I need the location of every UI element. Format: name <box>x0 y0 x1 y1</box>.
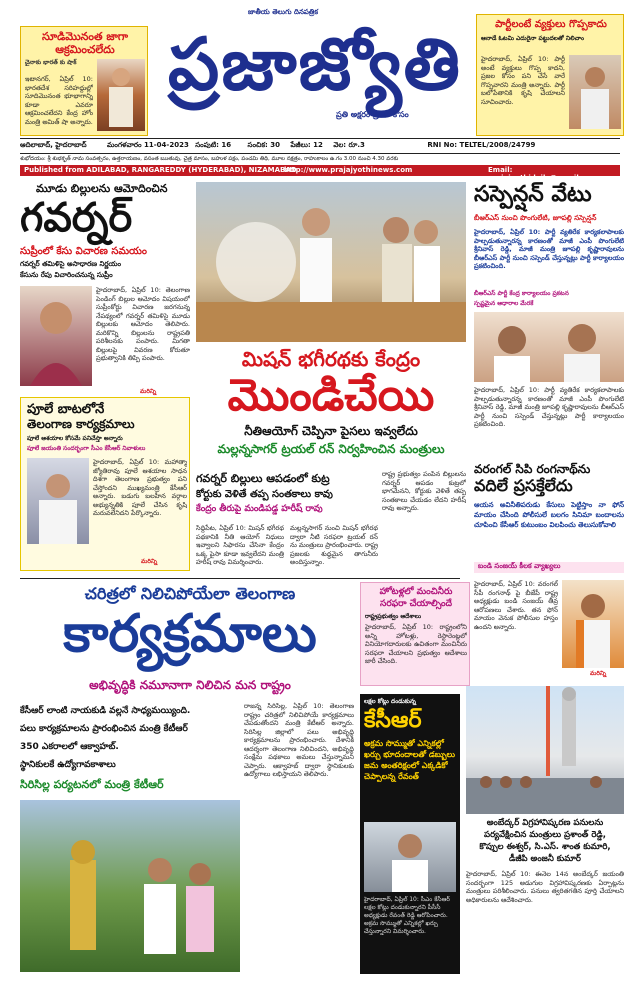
hotel-sub: రాష్ట్రప్రభుత్వం ఆదేశాలు <box>365 613 422 620</box>
ambedkar-headline2: పర్యవేక్షించిన మంత్రులు ప్రశాంత్ రెడ్డి, <box>484 830 606 840</box>
suspension-note2: స్పష్టమైన ఆధారాల మేరకే <box>474 300 534 307</box>
mission-sub1: నీతిఆయోగ్ చెప్పినా పైసలు ఇవ్వలేదు <box>244 424 418 438</box>
hotel-box <box>360 582 470 686</box>
karyakramalu-lead5: సిరిసిల్ల పర్యటనలో మంత్రి కేటీఆర్ <box>20 778 164 791</box>
fule-headline2: తెలంగాణ కార్యక్రమాలు <box>27 417 135 431</box>
publisher-text: Published from ADILABAD, RANGAREDDY (HYDERABAD), NIZAMABAD <box>24 166 297 174</box>
fule-sub1: పూలే ఆశయాల కోసమే పనిచేస్తా అన్నారు <box>27 435 123 442</box>
rule-mid <box>20 578 460 579</box>
left-promo-photo <box>97 59 145 131</box>
suspension-headline: సస్పెన్షన్ వేటు <box>474 182 592 207</box>
warangal-headline2: వదిలే ప్రసక్తేలేదు <box>474 476 573 495</box>
governor-photo <box>20 286 92 386</box>
kcr-box <box>360 694 460 974</box>
ambedkar-headline4: డీజీపి అంజనీ కుమార్ <box>509 854 581 864</box>
issue-number: సంచిక: 30 <box>247 141 281 149</box>
left-promo-title: సూడిమొనంత జాగా ఆక్రమించలేదు <box>42 30 128 56</box>
website-link[interactable]: http://www.prajajyothinews.com <box>284 166 413 174</box>
fule-box <box>20 397 190 571</box>
rule-top <box>20 138 620 139</box>
temple-photo <box>196 182 466 342</box>
karyakramalu-lead4: స్థానికులకే ఉద్యోగావకాశాలు <box>20 760 116 770</box>
masthead-title: ప్రజాజ్యోతి <box>168 22 462 106</box>
left-promo-subtitle: చైనాకు భారత్ కు షాక్ <box>25 59 77 66</box>
masthead-tagline: జాతీయ తెలుగు దినపత్రిక <box>248 8 318 16</box>
print-colorbar <box>20 976 620 984</box>
suspension-body: హైదరాబాద్, ఏప్రిల్ 10: పార్టీ వ్యతిరేక కార్యకలాపాలకు పాల్పడుతున్నారన్న కారణంతో మాజీ ఎంపీ పొంగులేటి శ్రీనివాస్ రెడ్డి, మాజీ మంత్రి జూపల్లి కృష్ణారావులను బీఆర్ఎస్ పార్టీ నుంచి సస్పెండ్ చేస్తున్నట్లు పార్టీ కార్యాలయం ప్రకటించింది. <box>474 228 624 270</box>
right-promo-body: హైదరాబాద్, ఏప్రిల్ 10: పార్టీ అంటే వ్యక్తులు గొప్ప కాదని, ప్రజల కోసం పని చేసే వారే గొప్పవారని మంత్రి అన్నారు. పార్టీ బలోపేతానికి కృషి చేయాలని సూచించారు. <box>481 55 565 106</box>
fule-headline1: పూలే బాటలోనే <box>27 402 105 417</box>
mission-col-head2: కోర్టుకు వెళితే తప్ప సంతకాలు కావు <box>196 489 333 500</box>
karyakramalu-sub: అభివృద్ధికి నమూనాగా నిలిచిన మన రాష్ట్రం <box>89 678 291 692</box>
mission-col-head1: గవర్నర్ బిల్లులు ఆపడంలో కుట్ర <box>196 472 330 485</box>
kcr-body2: హైదరాబాద్, ఏప్రిల్ 10: సీఎం కేసీఆర్ లక్షల కోట్లు దండుకున్నారని పీసీసీ అధ్యక్షుడు రేవంత్ రెడ్డి ఆరోపించారు. అక్రమ సొమ్ముతో ఎన్నికల్లో ఖర్చు చేస్తున్నారని విమర్శించారు. <box>364 896 450 935</box>
ambedkar-body: హైదరాబాద్, ఏప్రిల్ 10: ఈనెల 14న అంబేద్కర్ జయంతి సందర్భంగా 125 అడుగుల విగ్రహావిష్కరణకు ఏర్పాట్లను మంత్రులు పరిశీలించారు. పనులు త్వరితగతిన పూర్తి చేయాలని అధికారులను ఆదేశించారు. <box>466 870 624 904</box>
fule-body: హైదరాబాద్, ఏప్రిల్ 10: మహాత్మా జ్యోతిరావు పూలే ఆశయాల సాధన దిశగా తెలంగాణ ప్రభుత్వం పని చేస్తోందని ముఖ్యమంత్రి కేసీఆర్ అన్నారు. బడుగు బలహీన వర్గాల అభ్యున్నతికి పూలే చేసిన కృషి మరువలేనిదని పేర్కొన్నారు. <box>93 458 187 517</box>
editions: ఆదిలాబాద్, హైదరాబాద్ <box>20 141 87 149</box>
right-promo-box <box>476 14 624 136</box>
right-promo-title: పార్టీలంటే వ్యక్తులు గొప్పకాదు <box>495 19 607 30</box>
top-margin <box>0 0 640 6</box>
kcr-body: అక్రమ సొమ్ముతో ఎన్నికల్లో ఖర్చు భూదందాలతో డబ్బులు జమ అంతరిక్షంలో ఎక్కడికో చెప్పాలన్న రేవంత్ <box>364 739 455 781</box>
karyakramalu-kicker: చరిత్రలో నిలిచిపోయేలా తెలంగాణ <box>84 584 296 603</box>
karyakramalu-lead2: పలు కార్యక్రమాలను ప్రారంభించిన మంత్రి కేటీఆర్ <box>20 724 188 734</box>
karyakramalu-body: రాజన్న సిరిసిల్ల, ఏప్రిల్ 10: తెలంగాణ రాష్ట్రం చరిత్రలో నిలిచిపోయే కార్యక్రమాలు చేపడుతోందని మంత్రి కేటీఆర్ అన్నారు. సిరిసిల్ల జిల్లాలో పలు అభివృద్ధి కార్యక్రమాలను ప్రారంభించారు. దేశానికి ఆదర్శంగా తెలంగాణ నిలిచిందని, అభివృద్ధి సంక్షేమ పథకాలు అమలు చేస్తున్నామని చెప్పారు. ఆక్వాహబ్ ద్వారా స్థానికులకు ఉద్యోగాలు లభిస్తాయని తెలిపారు. <box>244 702 354 778</box>
publisher-strip <box>20 165 620 182</box>
mission-body1: సిద్దిపేట, ఏప్రిల్ 10: మిషన్ భగీరథ పథకానికి నీతి ఆయోగ్ నిధులు ఇవ్వాలని సిఫారసు చేసినా కేంద్రం ఒక్క పైసా కూడా ఇవ్వలేదని మంత్రి హరీష్ రావు విమర్శించారు. <box>196 524 284 566</box>
hotel-headline2: సరఫరా చేయాల్సిందే <box>380 599 452 609</box>
page-count: పేజీలు: 12 <box>290 141 323 149</box>
right-promo-photo <box>569 55 621 129</box>
warangal-more-tag[interactable]: మరిన్ని <box>590 670 607 677</box>
governor-more-tag[interactable]: మరిన్ని <box>140 388 157 395</box>
warangal-headline1: వరంగల్ సిపి రంగనాథ్‌ను <box>474 462 591 476</box>
rule-2 <box>20 153 620 154</box>
email-text: Email: prajajyothidaily@gmail.com <box>488 166 598 182</box>
karyakramalu-lead3: 350 ఎకరాలలో ఆక్వాహబ్. <box>20 742 119 752</box>
governor-kicker: మూడు బిల్లులను ఆమోదించిన <box>36 182 168 195</box>
ktr-photo <box>20 800 240 972</box>
mission-body3: రాష్ట్ర ప్రభుత్వం పంపిన బిల్లులను గవర్నర్ ఆపడం కుట్రలో భాగమేనని, కోర్టుకు వెళితే తప్ప సంతకాలు చేయడం లేదని హరీష్ రావు అన్నారు. <box>382 470 466 512</box>
kcr-kicker: లక్షల కోట్లు దండుకున్న <box>364 698 416 705</box>
left-promo-body: ఇటానగర్, ఏప్రిల్ 10: భారతదేశ సరిహద్దుల్లో సూదిమొనంత భూభాగాన్ని కూడా ఎవరూ ఆక్రమించలేదని కేంద్ర హోం మంత్రి అమిత్ షా అన్నారు. <box>25 75 93 126</box>
ambedkar-headline1: అంబేద్కర్ విగ్రహావిష్కరణ పనులను <box>486 818 604 828</box>
revanth-photo <box>364 822 456 892</box>
fule-photo <box>27 458 89 544</box>
warangal-tag: బండి సంజయ్ కీలక వ్యాఖ్యలు <box>474 562 624 573</box>
volume: సంపుటి: 16 <box>195 141 232 149</box>
governor-headline: గవర్నర్ <box>20 195 133 241</box>
governor-sub2: గవర్నర్ తమిళిసై అసాధారణ నిర్ణయం <box>20 260 122 268</box>
kcr-headline: కేసీఆర్ <box>364 708 422 733</box>
rni-number: RNI No: TELTEL/2008/24799 <box>427 141 536 149</box>
right-promo-subtitle: ఆనాడే ఓటమి ఎదురైనా పట్టుదలతో నిలిచాం <box>481 35 585 42</box>
mission-sub2: మల్లన్నసాగర్ ట్రయల్ రన్ నిర్వహించిన మంత్రులు <box>217 442 445 456</box>
mission-col-head3: కేంద్రం తీరుపై మండిపడ్డ హరీష్ రావు <box>196 504 323 514</box>
governor-sub3: కేసును రేపు విచారించనున్న సుప్రీం <box>20 271 113 279</box>
fule-more-tag[interactable]: మరిన్ని <box>141 558 158 565</box>
karyakramalu-lead1: కేసీఆర్ లాంటి నాయకుడి వల్లనే సాధ్యమయ్యింది. <box>20 706 191 716</box>
ambedkar-headline3: కొప్పుల ఈశ్వర్, సి.ఎస్. శాంత కుమారి, <box>479 842 611 852</box>
warangal-body: ఆయన అవినీతిపరుడు కేసులు పెట్టిస్తాం నా ఫోన్ మాయం చేసింది పోలీసులే బలగం సినిమా బందాలను చూపించి కేసీఆర్ కుటుంబం విలపించు తెలుసుకోవాలి <box>474 501 624 529</box>
issue-date: మంగళవారం 11-04-2023 <box>107 141 189 149</box>
price: వెల: రూ.3 <box>333 141 365 149</box>
mission-headline: మొండిచేయి <box>227 370 435 421</box>
masthead-motto: ప్రతి అక్షరం ప్రజల కోసం <box>336 110 409 119</box>
hotel-headline1: హోటళ్లలో మంచినీరు <box>379 587 453 597</box>
suspension-note1: బీఆర్ఎస్ పార్టీ కేంద్ర కార్యాలయం ప్రకటన <box>474 290 569 297</box>
bandi-photo <box>562 580 624 668</box>
info-strip <box>20 141 620 152</box>
suspension-photo <box>474 312 624 382</box>
karyakramalu-headline: కార్యక్రమాలు <box>63 604 317 664</box>
ambedkar-photo <box>466 686 624 814</box>
muhurtham-strip: శుభోదయం: శ్రీ శుభకృత్ నామ సంవత్సరం, ఉత్తరాయణం, వసంత ఋతువు, చైత్ర మాసం, బహుళ పక్షం, పంచమి తిథి, మూల నక్షత్రం, రాహుకాలం ఉ.గం 3.00 నుంచి 4.30 వరకు <box>20 156 399 162</box>
governor-body: హైదరాబాద్, ఏప్రిల్ 10: తెలంగాణ పెండింగ్ బిల్లుల ఆమోదం విషయంలో సుప్రీంకోర్టు విచారణ జరగనున్న నేపథ్యంలో గవర్నర్ తమిళిసై మూడు బిల్లులకు ఆమోదం తెలిపారు. మరికొన్ని బిల్లులను రాష్ట్రపతి పరిశీలనకు పంపారు. మిగతా బిల్లులపై వివరణ కోరుతూ ప్రభుత్వానికి తిప్పి పంపారు. <box>96 286 190 362</box>
hotel-body: హైదరాబాద్, ఏప్రిల్ 10: రాష్ట్రంలోని అన్ని హోటళ్లు, రెస్టారెంట్లలో వినియోగదారులకు ఉచితంగా మంచినీరు సరఫరా చేయాలని ప్రభుత్వం ఆదేశాలు జారీ చేసింది. <box>365 623 467 665</box>
left-promo-box <box>20 26 148 136</box>
governor-sub1: సుప్రీంలో కేసు విచారణ సమయం <box>20 246 147 257</box>
warangal-body2: హైదరాబాద్, ఏప్రిల్ 10: వరంగల్ సీపీ రంగనాథ్ పై బీజేపీ రాష్ట్ర అధ్యక్షుడు బండి సంజయ్ తీవ్ర ఆరోపణలు చేశారు. తన ఫోన్ మాయం వెనుక పోలీసుల హస్తం ఉందని అన్నారు. <box>474 580 558 631</box>
mission-body2: మల్లన్నసాగర్ నుంచి మిషన్ భగీరథ ద్వారా నీటి సరఫరా ట్రయల్ రన్ ను మంత్రులు ప్రారంభించారు. రాష్ట్ర ప్రజలకు శుద్ధమైన తాగునీరు అందిస్తున్నాం. <box>290 524 378 566</box>
mission-kicker: మిషన్ భగీరథకు కేంద్రం <box>241 347 421 371</box>
suspension-body-more: హైదరాబాద్, ఏప్రిల్ 10: పార్టీ వ్యతిరేక కార్యకలాపాలకు పాల్పడుతున్నారన్న కారణంతో మాజీ ఎంపీ పొంగులేటి శ్రీనివాస్ రెడ్డి, మాజీ మంత్రి జూపల్లి కృష్ణారావులను బీఆర్ఎస్ పార్టీ నుంచి సస్పెండ్ చేస్తున్నట్లు పార్టీ కార్యాలయం ప్రకటించింది. <box>474 386 624 428</box>
fule-sub2: పూలే జయంతి సందర్భంగా సీఎం కేసీఆర్ నివాళులు <box>27 445 146 452</box>
suspension-sub: బీఆర్ఎస్ నుంచి పొంగులేటి, జూపల్లి సస్పెన్షన్ <box>474 214 597 222</box>
